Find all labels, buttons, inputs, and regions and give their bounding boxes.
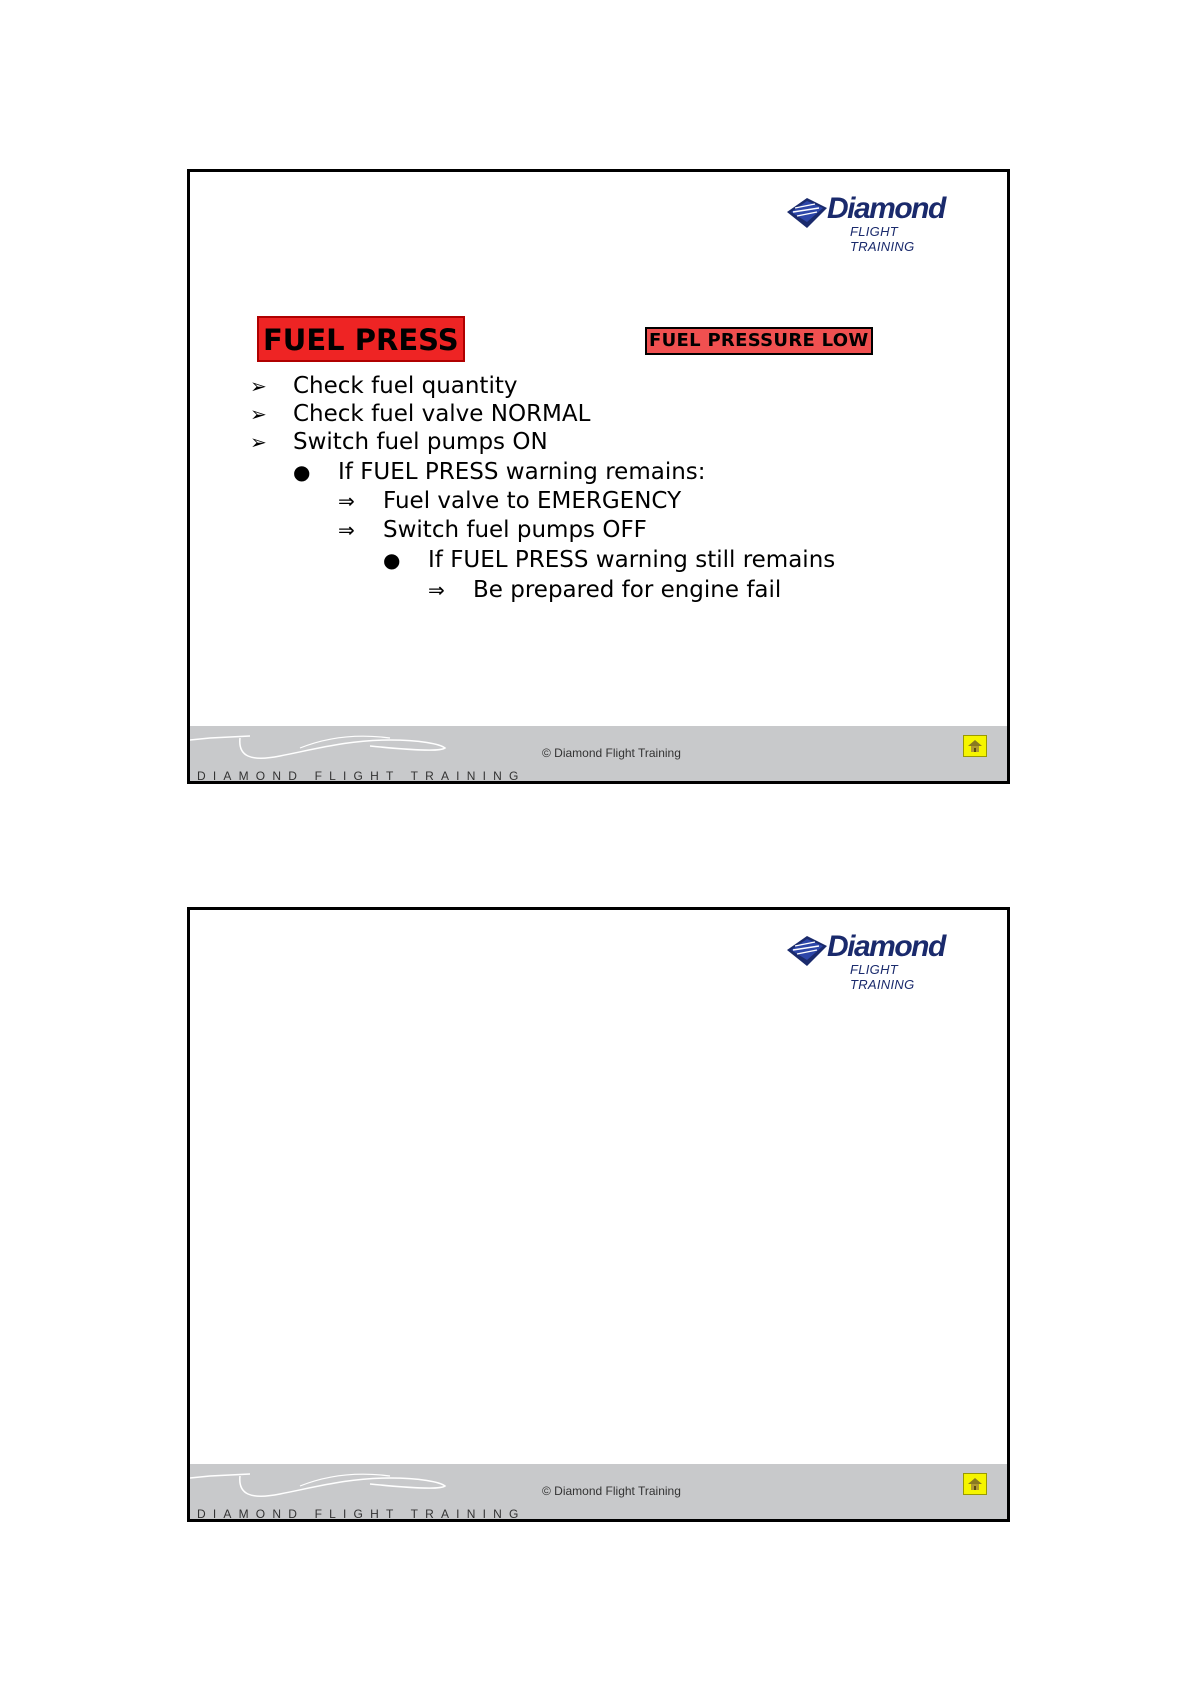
- list-item: Switch fuel pumps OFF: [383, 517, 647, 543]
- fuel-pressure-low-annunciator: FUEL PRESSURE LOW: [645, 327, 873, 355]
- slide-1: [187, 169, 1010, 784]
- list-item: Check fuel valve NORMAL: [293, 401, 591, 427]
- list-item: Be prepared for engine fail: [473, 577, 782, 603]
- home-button[interactable]: [963, 735, 987, 757]
- implies-arrow-icon: ⇒: [338, 518, 355, 542]
- logo-subtitle: FLIGHT TRAINING: [850, 962, 915, 992]
- list-item: If FUEL PRESS warning remains:: [338, 459, 706, 485]
- implies-arrow-icon: ⇒: [338, 489, 355, 513]
- implies-arrow-icon: ⇒: [428, 578, 445, 602]
- logo-brand: Diamond: [827, 930, 945, 963]
- logo-subtitle: FLIGHT TRAINING: [850, 224, 915, 254]
- list-item: If FUEL PRESS warning still remains: [428, 547, 836, 573]
- home-icon: [967, 1476, 983, 1492]
- diamond-logo-icon: [785, 932, 829, 968]
- slide-2: [187, 907, 1010, 1522]
- arrow-bullet-icon: ➢: [250, 430, 267, 454]
- footer-copyright: © Diamond Flight Training: [542, 746, 681, 760]
- logo-brand: Diamond: [827, 192, 945, 225]
- diamond-logo: [785, 930, 965, 992]
- slide-footer: [190, 726, 1007, 781]
- footer-wordmark: DIAMOND FLIGHT TRAINING: [197, 1507, 526, 1521]
- arrow-bullet-icon: ➢: [250, 402, 267, 426]
- dot-bullet-icon: ●: [293, 460, 311, 484]
- slide-footer: [190, 1464, 1007, 1519]
- list-item: Switch fuel pumps ON: [293, 429, 548, 455]
- home-icon: [967, 738, 983, 754]
- diamond-logo: [785, 192, 965, 254]
- fuel-press-annunciator: FUEL PRESS: [257, 316, 465, 362]
- diamond-logo-icon: [785, 194, 829, 230]
- dot-bullet-icon: ●: [383, 548, 401, 572]
- footer-wordmark: DIAMOND FLIGHT TRAINING: [197, 769, 526, 783]
- list-item: Check fuel quantity: [293, 373, 518, 399]
- home-button[interactable]: [963, 1473, 987, 1495]
- arrow-bullet-icon: ➢: [250, 374, 267, 398]
- footer-copyright: © Diamond Flight Training: [542, 1484, 681, 1498]
- list-item: Fuel valve to EMERGENCY: [383, 488, 682, 514]
